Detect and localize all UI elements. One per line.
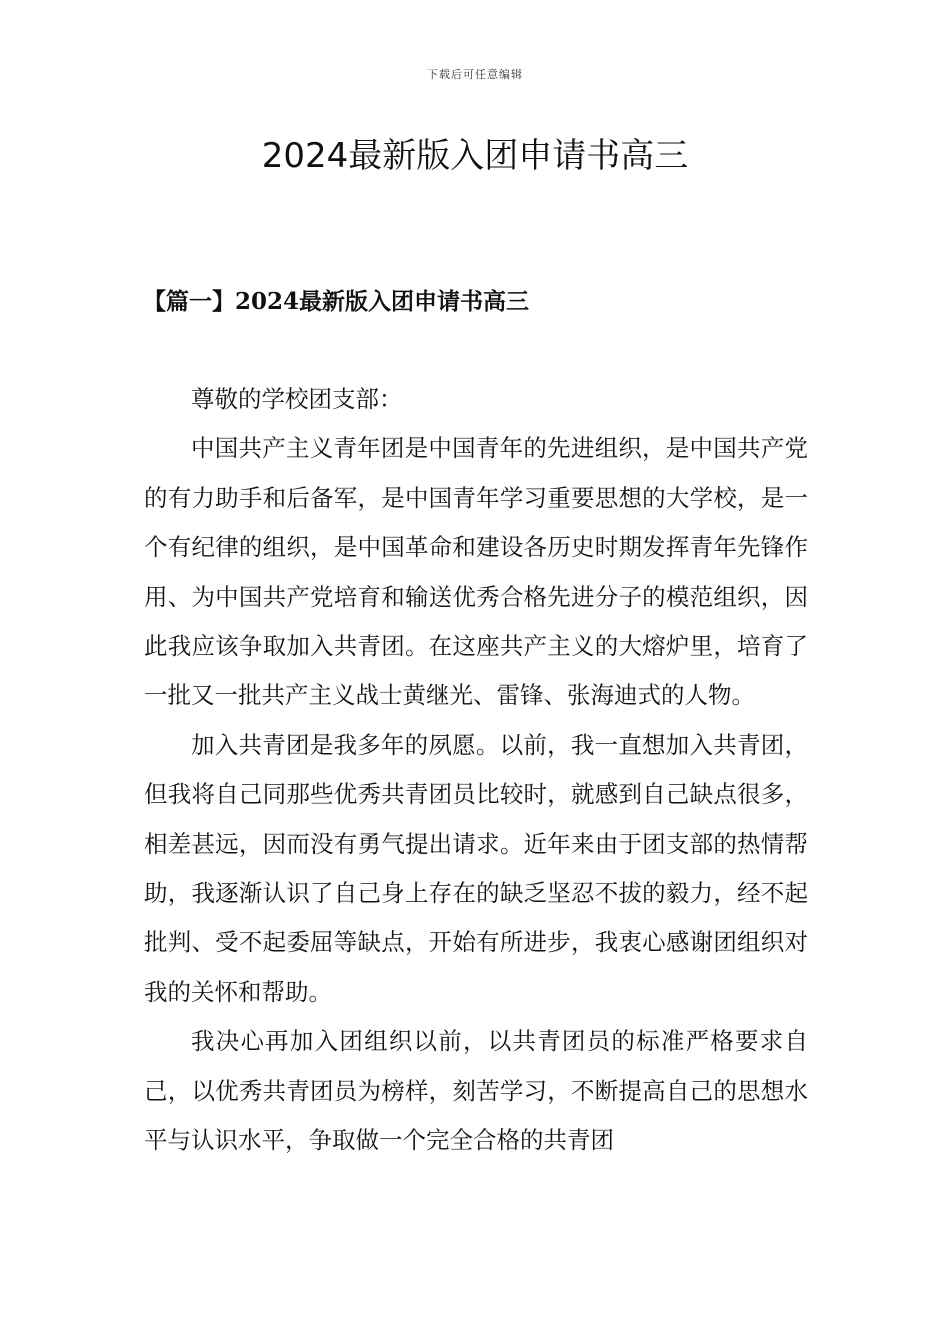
section-heading: 【篇一】2024最新版入团申请书高三: [143, 288, 530, 315]
salutation: 尊敬的学校团支部：: [191, 385, 403, 413]
document-body: [144, 375, 808, 1166]
document-title: 2024最新版入团申请书高三: [261, 136, 689, 176]
header-note: 下载后可任意编辑: [427, 68, 523, 81]
body-paragraph: 加入共青团是我多年的夙愿。以前，我一直想加入共青团，但我将自己同那些优秀共青团员比较时，就感到自己缺点很多，相差甚远，因而没有勇气提出请求。近年来由于团支部的热情帮助，我逐渐认识了自己身上存在的缺乏坚忍不拔的毅力，经不起批判、受不起委屈等缺点，开始有所进步，我衷心感谢团组织对我的关怀和帮助。: [144, 730, 808, 1006]
body-paragraph: 中国共产主义青年团是中国青年的先进组织，是中国共产党的有力助手和后备军，是中国青年学习重要思想的大学校，是一个有纪律的组织，是中国革命和建设各历史时期发挥青年先锋作用、为中国共产党培育和输送优秀合格先进分子的模范组织，因此我应该争取加入共青团。在这座共产主义的大熔炉里，培育了一批又一批共产主义战士黄继光、雷锋、张海迪式的人物。: [144, 434, 808, 710]
body-paragraph: 我决心再加入团组织以前，以共青团员的标准严格要求自己，以优秀共青团员为榜样，刻苦学习，不断提高自己的思想水平与认识水平，争取做一个完全合格的共青团: [144, 1027, 808, 1155]
